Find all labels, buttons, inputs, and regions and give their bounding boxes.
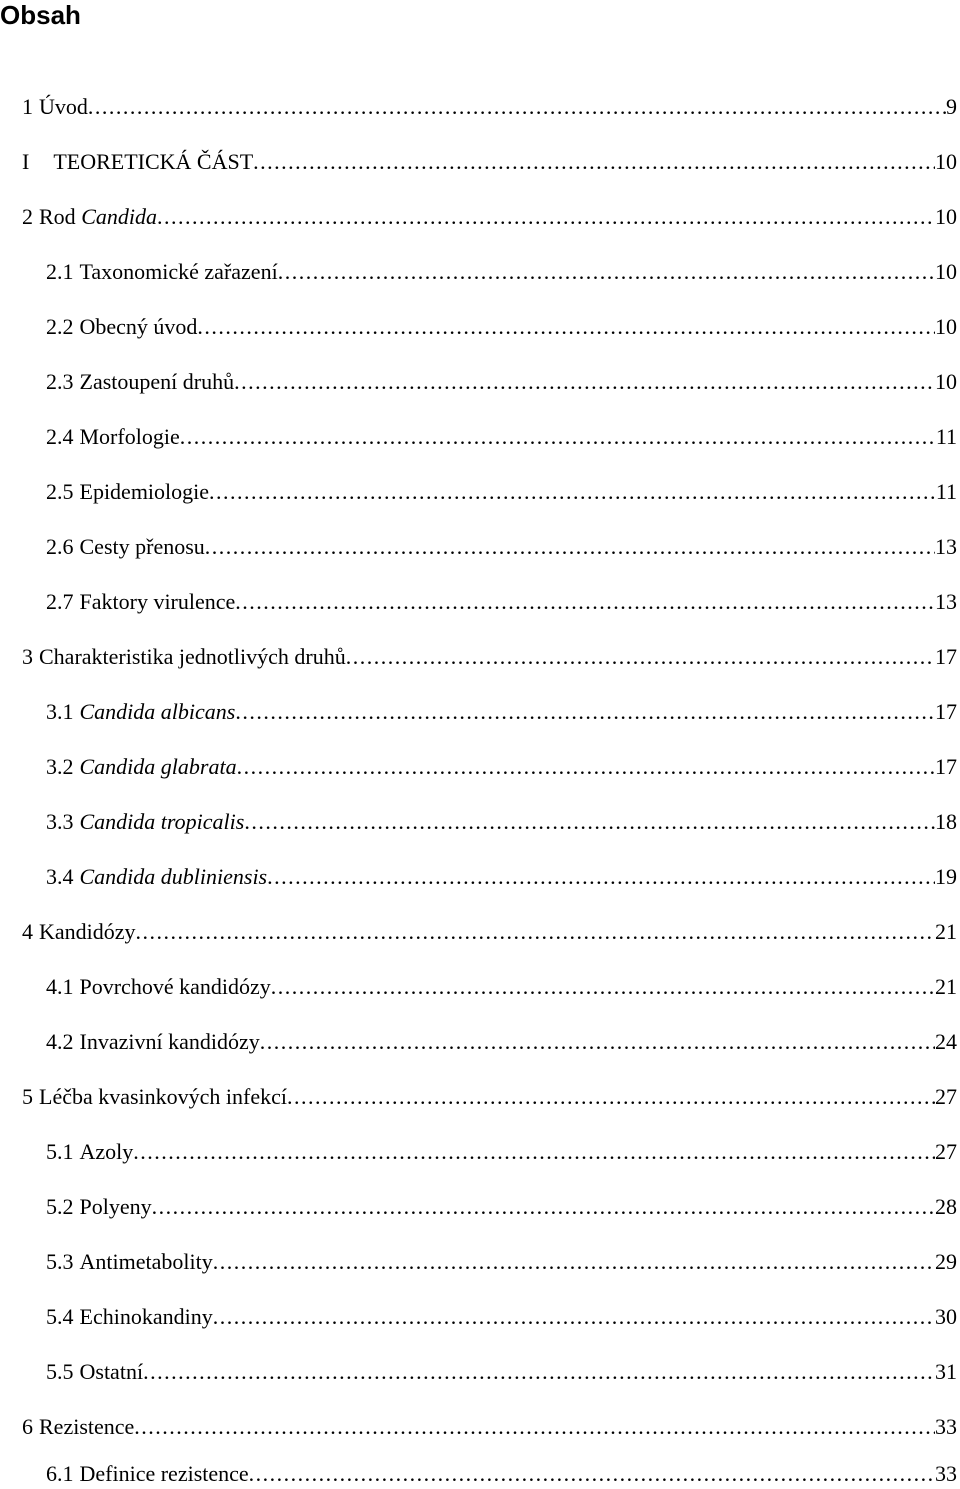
toc-page-number: 27: [935, 1139, 957, 1164]
toc-entry[interactable]: [46, 1459, 957, 1489]
toc-page-number: 30: [935, 1304, 957, 1329]
toc-entry[interactable]: [46, 1027, 957, 1057]
toc-entry[interactable]: [22, 917, 957, 947]
toc-entry-title: Charakteristika jednotlivých druhů: [39, 644, 346, 669]
toc-entry-title: Léčba kvasinkových infekcí: [39, 1084, 288, 1109]
toc-entry-number: 4: [22, 919, 33, 944]
toc-entry-title-italic: Candida glabrata: [79, 754, 237, 779]
toc-entry[interactable]: [46, 312, 957, 342]
toc-entry-number: 6.1: [46, 1461, 74, 1486]
toc-entry-number: 2: [22, 204, 33, 229]
toc-dot-leader: [213, 1247, 935, 1277]
toc-page-number: 28: [935, 1194, 957, 1219]
toc-page-number: 10: [935, 314, 957, 339]
toc-entry[interactable]: [46, 477, 957, 507]
toc-page-number: 11: [935, 479, 957, 504]
toc-entry-number: 5.3: [46, 1249, 74, 1274]
toc-dot-leader: [260, 1027, 935, 1057]
toc-entry-number: 2.2: [46, 314, 74, 339]
toc-page-number: 33: [935, 1461, 957, 1486]
toc-dot-leader: [234, 367, 935, 397]
toc-dot-leader: [133, 1137, 935, 1167]
toc-page-number: 17: [935, 699, 957, 724]
toc-dot-leader: [157, 202, 935, 232]
toc-entry[interactable]: [46, 752, 957, 782]
toc-entry-title: Rod: [39, 204, 82, 229]
toc-dot-leader: [253, 147, 935, 177]
toc-entry-number: 4.1: [46, 974, 74, 999]
toc-dot-leader: [213, 1302, 935, 1332]
toc-entry-number: 1: [22, 94, 33, 119]
toc-entry-number: 2.1: [46, 259, 74, 284]
toc-page-number: 31: [935, 1359, 957, 1384]
toc-entry[interactable]: [22, 1082, 957, 1112]
toc-entry-number: 2.7: [46, 589, 74, 614]
toc-dot-leader: [197, 312, 935, 342]
toc-entry-number: 3.2: [46, 754, 74, 779]
toc-entry-title: Polyeny: [79, 1194, 152, 1219]
toc-dot-leader: [205, 532, 935, 562]
toc-dot-leader: [237, 752, 935, 782]
toc-entry[interactable]: [46, 807, 957, 837]
toc-entry-title: Epidemiologie: [79, 479, 210, 504]
toc-page-number: 29: [935, 1249, 957, 1274]
page-title: Obsah: [0, 0, 81, 30]
toc-entry-title: Cesty přenosu: [79, 534, 205, 559]
toc-entry-number: 3: [22, 644, 33, 669]
toc-dot-leader: [235, 587, 935, 617]
toc-page-number: 21: [935, 919, 957, 944]
toc-entry-number: 5.1: [46, 1139, 74, 1164]
toc-dot-leader: [278, 257, 935, 287]
toc-page-number: 13: [935, 534, 957, 559]
toc-entry[interactable]: [46, 697, 957, 727]
toc-entry[interactable]: [46, 862, 957, 892]
toc-entry[interactable]: [22, 642, 957, 672]
toc-entry[interactable]: [22, 92, 957, 122]
toc-entry[interactable]: [46, 1247, 957, 1277]
toc-page-number: 11: [935, 424, 957, 449]
toc-page-number: 17: [935, 754, 957, 779]
toc-entry-title: Taxonomické zařazení: [79, 259, 278, 284]
toc-dot-leader: [134, 1412, 935, 1442]
toc-entry-title: Faktory virulence: [79, 589, 236, 614]
toc-page-number: 33: [935, 1414, 957, 1439]
toc-entry[interactable]: [46, 422, 957, 452]
toc-page-number: 13: [935, 589, 957, 614]
toc-entry-title: Definice rezistence: [79, 1461, 249, 1486]
toc-entry-number: 5.4: [46, 1304, 74, 1329]
toc-dot-leader: [244, 807, 935, 837]
toc-entry[interactable]: [46, 1192, 957, 1222]
toc-entry-title: Azoly: [79, 1139, 134, 1164]
toc-entry-title: Echinokandiny: [79, 1304, 213, 1329]
toc-entry-number: 5: [22, 1084, 33, 1109]
toc-entry-number: 2.5: [46, 479, 74, 504]
toc-entry-number: 2.3: [46, 369, 74, 394]
toc-dot-leader: [88, 92, 946, 122]
toc-entry-number: 2.4: [46, 424, 74, 449]
toc-page-number: 10: [935, 149, 957, 174]
toc-entry-title-italic: Candida dubliniensis: [79, 864, 268, 889]
toc-page-number: 24: [935, 1029, 957, 1054]
toc-entry-title-italic: Candida albicans: [79, 699, 236, 724]
toc-dot-leader: [267, 862, 935, 892]
toc-entry[interactable]: [46, 257, 957, 287]
toc-entry-title: Morfologie: [79, 424, 180, 449]
toc-entry-number: 3.3: [46, 809, 74, 834]
toc-entry-number: 3.4: [46, 864, 74, 889]
toc-page-number: 9: [946, 94, 957, 119]
toc-dot-leader: [143, 1357, 935, 1387]
toc-page-number: 17: [935, 644, 957, 669]
toc-dot-leader: [209, 477, 936, 507]
toc-entry[interactable]: [46, 1357, 957, 1387]
toc-entry[interactable]: [46, 1302, 957, 1332]
toc-dot-leader: [271, 972, 935, 1002]
toc-page-number: 10: [935, 259, 957, 284]
toc-entry-title: Obecný úvod: [79, 314, 198, 339]
toc-page-number: 19: [935, 864, 957, 889]
toc-entry-title: Invazivní kandidózy: [79, 1029, 260, 1054]
toc-entry[interactable]: [22, 202, 957, 232]
toc-entry[interactable]: [22, 1412, 957, 1442]
toc-entry-number: 5.2: [46, 1194, 74, 1219]
toc-entry-title-italic: Candida tropicalis: [79, 809, 245, 834]
toc-page-number: 21: [935, 974, 957, 999]
toc-entry-title-italic: Candida: [81, 204, 157, 229]
toc-page-number: 27: [935, 1084, 957, 1109]
toc-dot-leader: [152, 1192, 935, 1222]
toc-dot-leader: [287, 1082, 935, 1112]
toc-entry[interactable]: [46, 972, 957, 1002]
toc-entry[interactable]: [46, 1137, 957, 1167]
toc-entry-title: Ostatní: [79, 1359, 144, 1384]
toc-entry[interactable]: [46, 532, 957, 562]
toc-dot-leader: [235, 697, 935, 727]
toc-page-number: 10: [935, 204, 957, 229]
toc-entry[interactable]: [22, 147, 957, 177]
toc-entry-number: 6: [22, 1414, 33, 1439]
toc-dot-leader: [346, 642, 935, 672]
toc-entry-title: TEORETICKÁ ČÁST: [53, 149, 254, 174]
toc-entry-title: Antimetabolity: [79, 1249, 213, 1274]
toc-entry-title: Rezistence: [39, 1414, 135, 1439]
toc-entry[interactable]: [46, 587, 957, 617]
toc-page-number: 10: [935, 369, 957, 394]
toc-entry-title: Úvod: [39, 94, 88, 119]
toc-entry-number: 4.2: [46, 1029, 74, 1054]
toc-entry-title: Zastoupení druhů: [79, 369, 235, 394]
toc-entry-title: Povrchové kandidózy: [79, 974, 271, 999]
toc-entry-title: Kandidózy: [39, 919, 136, 944]
toc-entry-number: 2.6: [46, 534, 74, 559]
toc-dot-leader: [136, 917, 935, 947]
toc-dot-leader: [249, 1459, 935, 1489]
toc-entry-number: 3.1: [46, 699, 74, 724]
toc-entry-number: I: [22, 149, 30, 174]
toc-entry-number: 5.5: [46, 1359, 74, 1384]
toc-dot-leader: [180, 422, 936, 452]
toc-entry[interactable]: [46, 367, 957, 397]
toc-page-number: 18: [935, 809, 957, 834]
